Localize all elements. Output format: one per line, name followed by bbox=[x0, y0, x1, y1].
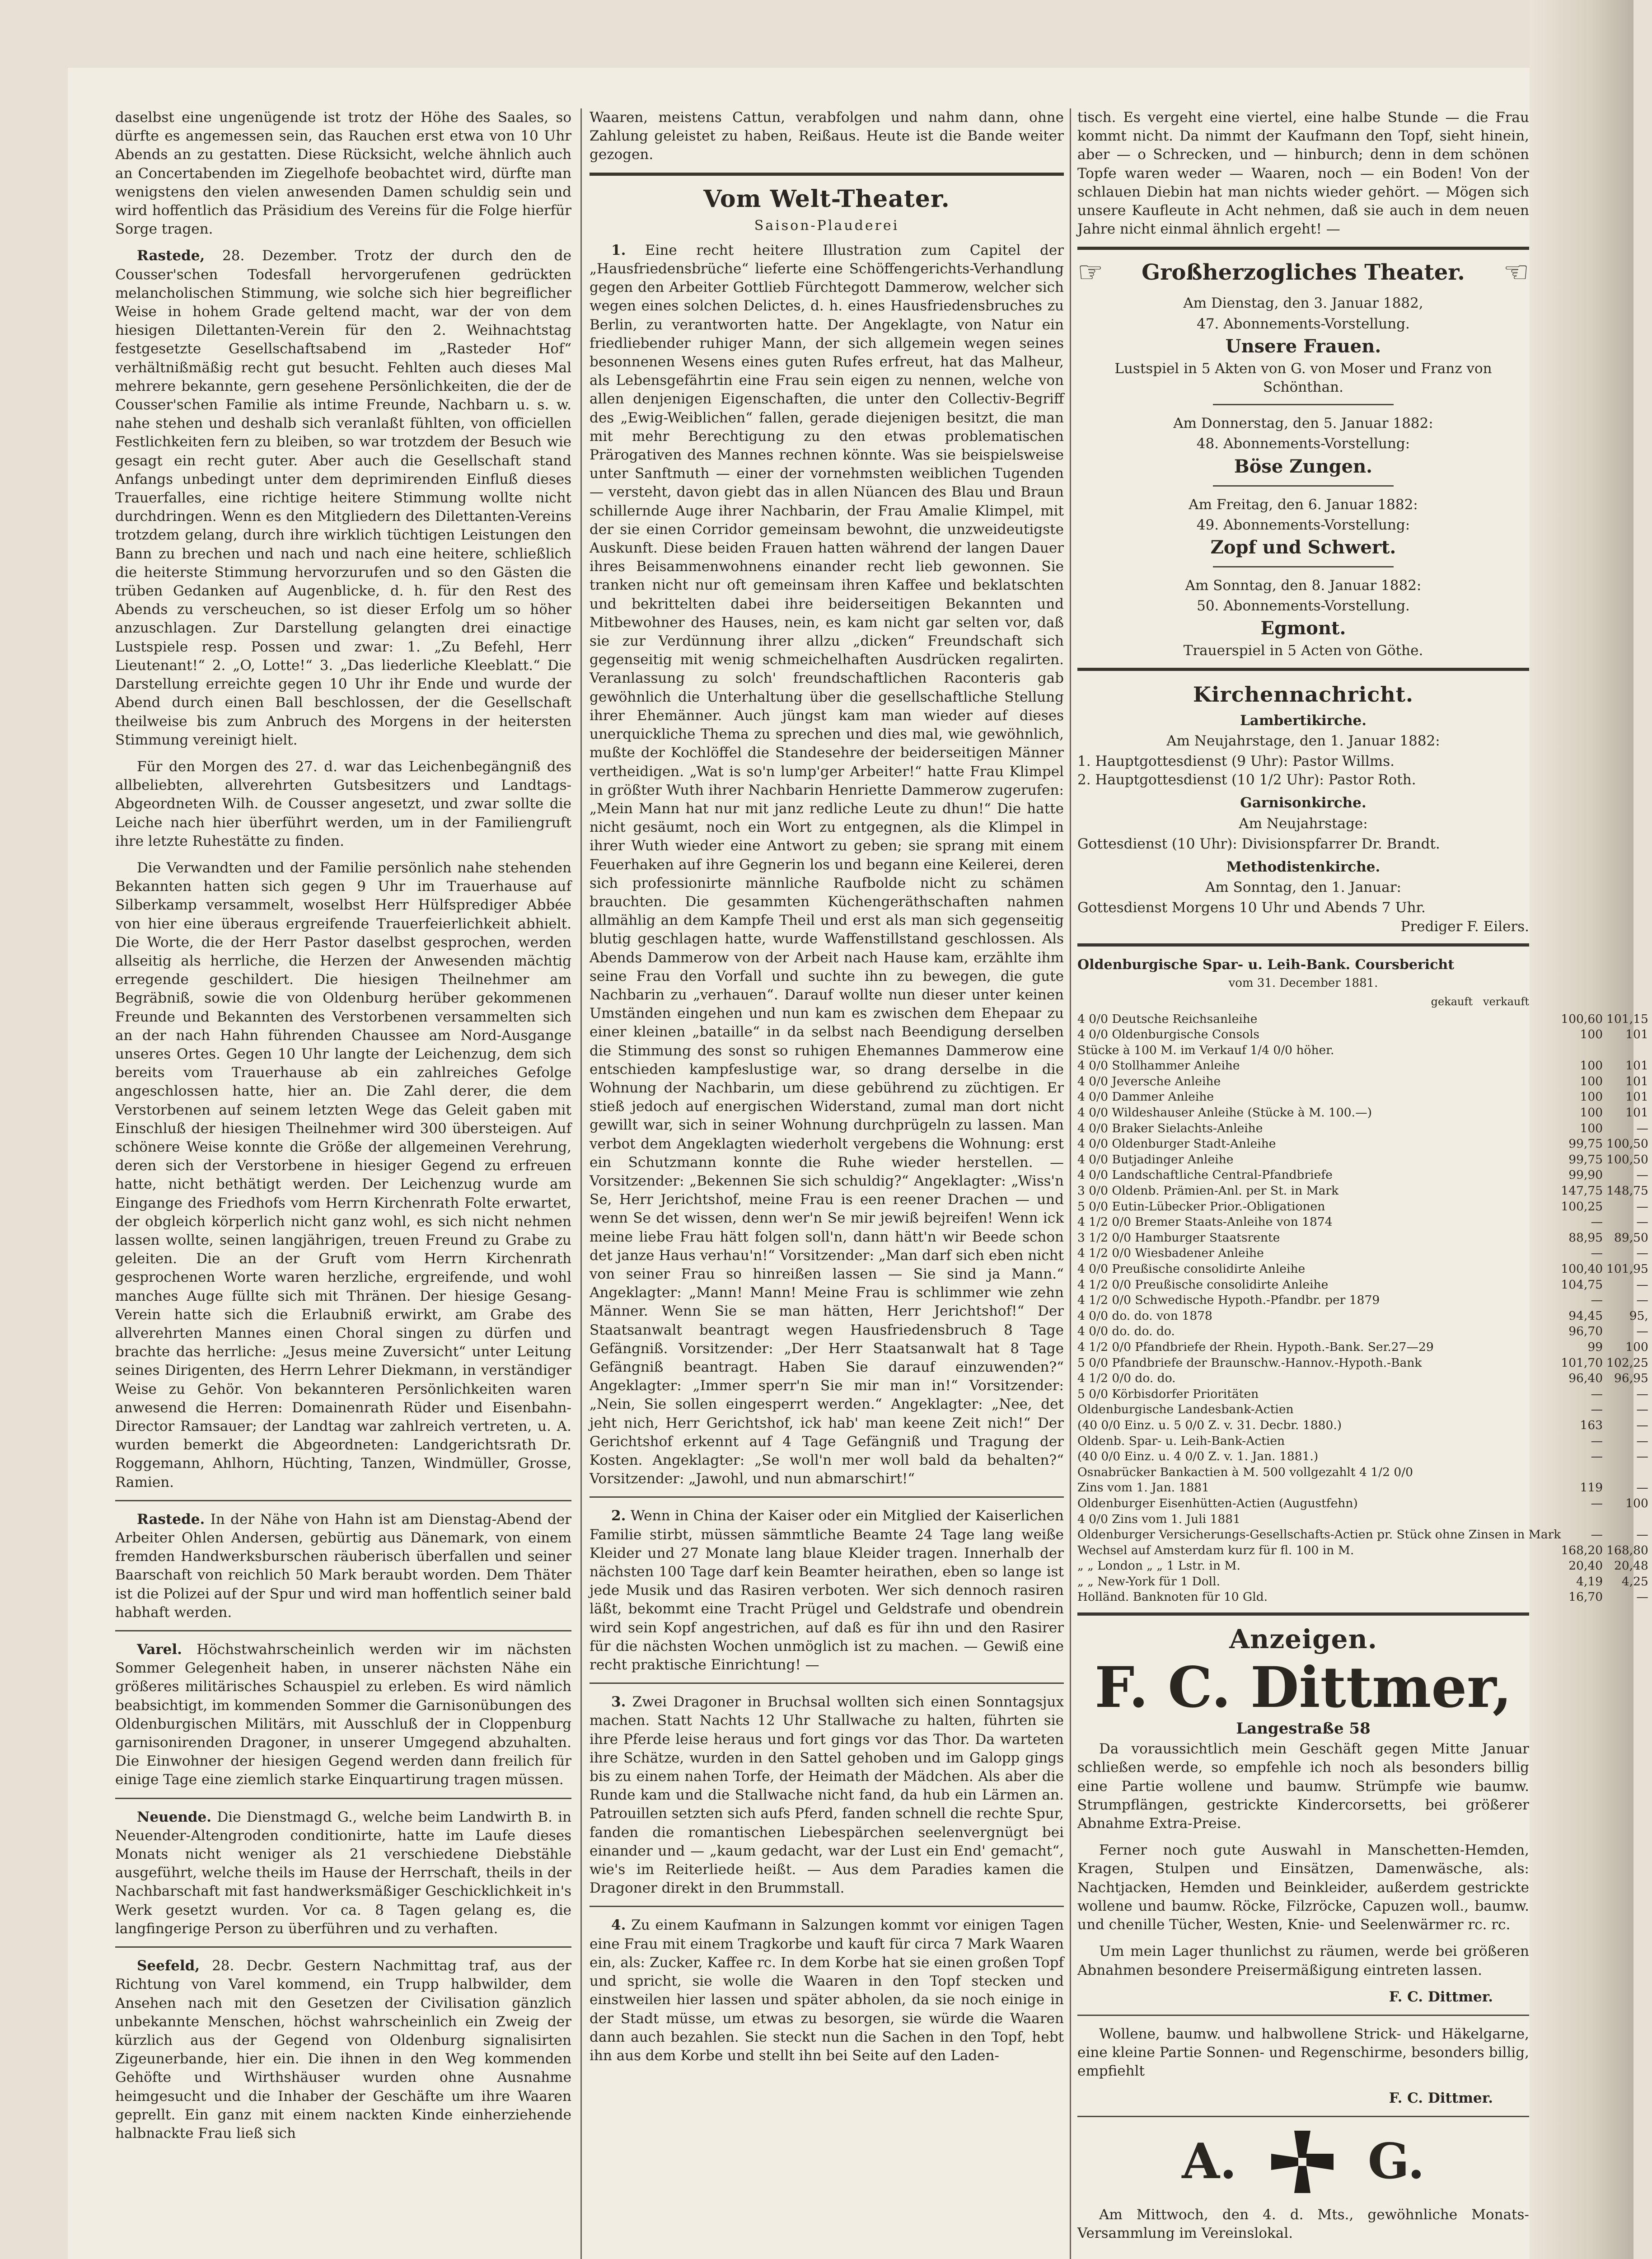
bond-sold: 89,50 bbox=[1614, 1230, 1648, 1245]
article-rastede-1 bbox=[115, 247, 571, 749]
bond-sold: — bbox=[1636, 1402, 1648, 1417]
bond-row bbox=[1077, 1074, 1652, 1090]
bond-row bbox=[1077, 1230, 1652, 1246]
bond-row bbox=[1077, 1465, 1652, 1481]
letter-g: G. bbox=[1367, 2133, 1425, 2190]
bond-bought: 100 bbox=[1580, 1074, 1603, 1088]
bond-sold: 101 bbox=[1625, 1106, 1648, 1120]
bond-row bbox=[1077, 1183, 1652, 1199]
bond-name: 5 0/0 Eutin-Lübecker Prior.-Obligationen bbox=[1077, 1199, 1325, 1214]
bond-row bbox=[1077, 1167, 1652, 1183]
performance-date: Am Sonntag, den 8. Januar 1882: bbox=[1185, 577, 1422, 594]
bond-sold: 100 bbox=[1625, 1340, 1648, 1354]
service-line: 2. Hauptgottesdienst (10 1/2 Uhr): Pastor Roth. bbox=[1077, 772, 1416, 788]
bond-name: (40 0/0 Einz. u. 5 0/0 Z. v. 31. Decbr. 1880.) bbox=[1077, 1418, 1342, 1432]
bond-row bbox=[1077, 1277, 1652, 1293]
bond-row bbox=[1077, 1434, 1652, 1449]
bond-name: 4 0/0 Wildeshauser Anleihe (Stücke à M. 100.—) bbox=[1077, 1106, 1372, 1120]
story-number: 2. bbox=[611, 1508, 626, 1524]
separator bbox=[115, 1630, 571, 1631]
bond-sold: 101,95 bbox=[1606, 1262, 1648, 1276]
bond-bought: — bbox=[1591, 1434, 1603, 1448]
bond-bought: 147,75 bbox=[1561, 1184, 1603, 1198]
bond-row bbox=[1077, 1199, 1652, 1215]
bond-name: 4 0/0 Deutsche Reichsanleihe bbox=[1077, 1012, 1258, 1026]
dateline: Neuende. bbox=[137, 1809, 212, 1825]
performance-series: 49. Abonnements-Vorstellung: bbox=[1196, 516, 1410, 533]
performance-series: 47. Abonnements-Vorstellung. bbox=[1197, 315, 1410, 332]
bond-name: 4 0/0 do. do. do. bbox=[1077, 1324, 1175, 1339]
advertiser-address: Langestraße 58 bbox=[1236, 1720, 1371, 1738]
performance-date: Am Freitag, den 6. Januar 1882: bbox=[1189, 496, 1418, 513]
bond-bought: 100,40 bbox=[1561, 1262, 1603, 1276]
dateline: Varel. bbox=[137, 1641, 182, 1658]
bond-name: 4 0/0 Dammer Anleihe bbox=[1077, 1090, 1214, 1104]
bond-row bbox=[1077, 1418, 1652, 1434]
bond-bought: — bbox=[1591, 1449, 1603, 1464]
bond-name: 4 1/2 0/0 Preußische consolidirte Anleihe bbox=[1077, 1277, 1329, 1292]
bond-sold: — bbox=[1636, 1168, 1648, 1182]
bond-sold: 101 bbox=[1625, 1027, 1648, 1042]
separator bbox=[1213, 404, 1394, 405]
bond-name: 4 0/0 Zins vom 1. Juli 1881 bbox=[1077, 1512, 1241, 1526]
bond-row bbox=[1077, 1012, 1652, 1027]
separator bbox=[1077, 247, 1529, 250]
bond-sold: — bbox=[1636, 1590, 1648, 1604]
church-name: Garnisonkirche. bbox=[1240, 795, 1367, 811]
separator bbox=[115, 1500, 571, 1501]
bond-row bbox=[1077, 1043, 1652, 1059]
bond-sold: 101 bbox=[1625, 1090, 1648, 1104]
performance-date: Am Donnerstag, den 5. Januar 1882: bbox=[1173, 415, 1433, 432]
service-line: 1. Hauptgottesdienst (9 Uhr): Pastor Willms. bbox=[1077, 753, 1395, 770]
bond-sold: 96,95 bbox=[1614, 1371, 1648, 1386]
bond-row bbox=[1077, 1308, 1652, 1324]
bond-row bbox=[1077, 1527, 1652, 1543]
bond-row bbox=[1077, 1214, 1652, 1230]
separator bbox=[1077, 1612, 1529, 1616]
bond-bought: — bbox=[1591, 1496, 1603, 1510]
story-number: 1. bbox=[611, 242, 626, 258]
bond-bought: 100 bbox=[1580, 1121, 1603, 1135]
bond-row bbox=[1077, 1340, 1652, 1355]
bond-bought: 100 bbox=[1580, 1059, 1603, 1073]
bond-bought: 99 bbox=[1587, 1340, 1603, 1354]
bond-name: 4 0/0 Landschaftliche Central-Pfandbriefe bbox=[1077, 1168, 1333, 1182]
story-text: Eine recht heitere Illustration zum Capitel der „Hausfriedensbrüche“ lieferte eine Schöffengerichts-Verhandlung gegen den Arbeiter Gottlieb Fürchtegott Dammerow, welcher sich wegen eines solchen Delictes, d. h. eines Hausfriedensbruches zu Berlin, zu verantworten hatte. Der Angeklagte, von Natur ein friedliebender ruhiger Mann, der sich allgemein wegen seines besonnenen Wesens eines guten Rufes erfreut, hat das Malheur, als Lebensgefährtin eine Frau sein eigen zu nennen, welche von allen denjenigen Eigenschaften, die unter den Collectiv-Begriff des „Ewig-Weiblichen“ fallen, gerade diejenigen besitzt, die man mit mehr Berechtigung zu den etwas problematischen Prärogativen des Mannes rechnen könnte. Was sie beispielsweise unter Sanftmuth — einer der vornehmsten weiblichen Tugenden — versteht, davon giebt das in allen Nüancen des Blau und Braun schillernde Auge ihrer Nachbarin, der Frau Amalie Klimpel, mit der sie einen Corridor gemeinsam bewohnt, die unzweideutigste Auskunft. Diese beiden Frauen hatten während der langen Dauer ihres Beisammenwohnens einander recht lieb gewonnen. Sie tranken nicht nur oft gemeinsam ihren Kaffee und beklatschten und bekrittelten dabei ihre beiderseitigen Bekannten und Mitbewohner des Hauses, nein, es kam nicht gar selten vor, daß sie zur Verdünnung ihrer allzu „dicken“ Freundschaft sich gegenseitig mit wenig schmeichelhaften Ausdrücken regalirten. Veranlassung zu solch' freundschaftlichen Raconteris gab gewöhnlich die Unterhaltung über die gesellschaftliche Stellung ihrer Ehemänner. Auch jüngst kam man wieder auf dieses unerquickliche Thema zu sprechen und dies mal, wie gewöhnlich, mußte der Kochlöffel die Standesehre der beiderseitigen Männer vertheidigen. „Wat is so'n lump'ger Arbeiter!“ hatte Frau Klimpel in größter Wuth ihrer Nachbarin Henriette Dammerow zugerufen: „Mein Mann hat nur mit janz redliche Leute zu dhun!“ Die hatte nicht gesäumt, noch ein Wort zu entgegnen, als die Klimpel in ihrer Wuth wieder eine Antwort zu geben; sie sprang mit einem Feuerhaken auf ihre Gegnerin los und begann eine Keilerei, deren sich professionirte männliche Raufbolde nicht zu schämen brauchten. Die gesammten Küchengeräthschaften nahmen allmählig an dem Kampfe Theil und erst als man sich gegenseitig blutig geschlagen hatte, wurde Waffenstillstand geschlossen. Als Abends Dammerow von der Arbeit nach Hause kam, erzählte ihm seine Frau den Vorfall und suchte ihn zu bewegen, die gute Nachbarin zu „verhauen“. Darauf wollte nun dieser unter keinen Umständen eingehen und nun kam es zwischen dem Ehepaar zu einer kleinen „bataille“ in da selbst nach Beendigung derselben die Stimmung des sonst so ruhigen Ehemannes Dammerow eine entschieden kampfeslustige war, so drang derselbe in die Wohnung der Nachbarin, um diese gebührend zu züchtigen. Er stieß jedoch auf energischen Widerstand, zumal man dort nicht gewillt war, sich in seiner Wohnung durchprügeln zu lassen. Man verbot dem Angeklagten wiederholt vergebens die Wohnung: erst ein Schutzmann konnte die Ruhe wieder herstellen. — Vorsitzender: „Bekennen Sie sich schuldig?“ Angeklagter: „Wiss'n Se, Herr Jerichtshof, meine Frau is een reener Drachen — und wenn Se det wissen, denn wer'n Se mir jewiß bejreifen! Wenn ick meine liebe Frau hätt folgen soll'n, dann hätt'n wir Beede schon det janze Haus verhau'n!“ Vorsitzender: „Man darf sich eben nicht von seiner Frau so hinreißen lassen — Sie sind ja Mann.“ Angeklagter: „Mann! Mann! Meine Frau is schlimmer wie zehn Männer. Wenn Sie se man hätten, Herr Jerichtshof!“ Der Staatsanwalt beantragt wegen Hausfriedensbruch 8 Tage Gefängniß. Vorsitzender: „Der Herr Staatsanwalt hat 8 Tage Gefängniß beantragt. Haben Sie darauf einzuwenden?“ Angeklagter: „Immer sperr'n Sie mir man in!“ Vorsitzender: „Nein, Sie sollen eingesperrt werden.“ Angeklagter: „Nee, det jeht nich, Herr Gerichtshof, ick hab' man keene Zeit nich!“ Der Gerichtshof erkennt auf 4 Tage Gefängniß und Tragung der Kosten. Angeklagter: „Se woll'n mer woll bald da behalten?“ Vorsitzender: „Jawohl, und nun abmarschirt!“ bbox=[590, 242, 1064, 1487]
service-line: Gottesdienst Morgens 10 Uhr und Abends 7 Uhr. bbox=[1077, 900, 1426, 916]
bond-name: Osnabrücker Bankactien à M. 500 vollgezahlt 4 1/2 0/0 bbox=[1077, 1465, 1413, 1479]
service-date: Am Neujahrstage: bbox=[1239, 815, 1368, 832]
separator bbox=[590, 1683, 1064, 1684]
separator bbox=[115, 1946, 571, 1948]
performance-series: 50. Abonnements-Vorstellung. bbox=[1197, 598, 1410, 614]
bond-name: „ „ London „ „ 1 Lstr. in M. bbox=[1077, 1559, 1240, 1573]
story-4 bbox=[590, 1916, 1064, 2065]
article-funeral-1: Für den Morgen des 27. d. war das Leichenbegängniß des allbeliebten, allverehrten Gutsbesitzers und Landtags-Abgeordneten Wilh. de Cousser angesetzt, und zwar sollte die Leiche nach hier überführt werden, um in der Familiengruft ihre letzte Ruhestätte zu finden. bbox=[115, 758, 571, 849]
advertiser-name: F. C. Dittmer, bbox=[1095, 1655, 1512, 1721]
bond-sold: 101,15 bbox=[1606, 1012, 1648, 1026]
service-date: Am Neujahrstage, den 1. Januar 1882: bbox=[1166, 732, 1440, 749]
bond-bought: 94,45 bbox=[1568, 1308, 1603, 1323]
column-sold: verkauft bbox=[1483, 995, 1529, 1008]
bond-sold: 95, bbox=[1629, 1308, 1648, 1323]
bond-name: 5 0/0 Pfandbriefe der Braunschw.-Hannov.-Hypoth.-Bank bbox=[1077, 1355, 1422, 1370]
bond-bought bbox=[1561, 1512, 1606, 1528]
ad-text: Da voraussichtlich mein Geschäft gegen Mitte Januar schließen werde, so empfehle ich noch als besonders billig eine Partie wollene und baumw. Strümpfe wie baumw. Strumpflängen, gestrickte Kindercorsetts, bei größerer Abnahme Extra-Preise. bbox=[1077, 1741, 1529, 1832]
association-notice-text: Am Mittwoch, den 4. d. Mts., gewöhnliche Monats-Versammlung im Vereinslokal. bbox=[1077, 2206, 1529, 2241]
column-bought: gekauft bbox=[1431, 995, 1473, 1008]
bond-name: 4 0/0 Butjadinger Anleihe bbox=[1077, 1152, 1234, 1167]
bond-name: 3 0/0 Oldenb. Prämien-Anl. per St. in Mark bbox=[1077, 1184, 1339, 1198]
performance-title: Egmont. bbox=[1260, 618, 1346, 639]
bond-bought: 100,25 bbox=[1561, 1199, 1603, 1214]
bond-sold: — bbox=[1636, 1215, 1648, 1229]
bond-name: 4 1/2 0/0 Bremer Staats-Anleihe von 1874 bbox=[1077, 1215, 1333, 1229]
bond-row bbox=[1077, 1089, 1652, 1105]
bond-sold: — bbox=[1636, 1481, 1648, 1495]
article-neuende bbox=[115, 1808, 571, 1938]
article-continuation: Waaren, meistens Cattun, verabfolgen und nahm dann, ohne Zahlung geleistet zu haben, Reißaus. Heute ist die Bande weiter gezogen. bbox=[590, 109, 1064, 163]
article-seefeld bbox=[115, 1957, 571, 2143]
bond-row bbox=[1077, 1589, 1652, 1605]
ad-text: Ferner noch gute Auswahl in Manschetten-Hemden, Kragen, Stulpen und Einsätzen, Damenwäsche, als: Nachtjacken, Hemden und Beinkleider, außerdem gestrickte wollene und baumw. Röcke, Filzröcke, Capuzen woll., baumw. und chenille Tücher, Westen, Knie- und Seelenwärmer rc. rc. bbox=[1077, 1842, 1529, 1933]
bond-name: 4 0/0 Oldenburgische Consols bbox=[1077, 1027, 1259, 1042]
article-text: Die Dienstmagd G., welche beim Landwirth B. in Neuender-Altengroden conditionirte, hatte im Laufe dieses Monats nicht weniger als 21 verschiedene Diebstähle ausgeführt, welche theils im Hause der Herrschaft, theils in der Nachbarschaft mit fast handwerksmäßiger Geschicklichkeit in's Werk gesetzt wurden. Vor ca. 8 Tagen gelang es, die langfingerige Person zu überführen und zu verhaften. bbox=[115, 1809, 572, 1937]
bond-rates-table bbox=[1077, 1012, 1652, 1606]
bond-bought: 16,70 bbox=[1568, 1590, 1603, 1604]
bond-row bbox=[1077, 1543, 1652, 1559]
column-rule-1 bbox=[580, 108, 582, 2259]
bond-sold: — bbox=[1636, 1434, 1648, 1448]
bond-name: Stücke à 100 M. im Verkauf 1/4 0/0 höher. bbox=[1077, 1043, 1334, 1057]
separator bbox=[115, 1798, 571, 1799]
ad-signature: F. C. Dittmer. bbox=[1389, 2090, 1493, 2106]
separator bbox=[590, 1496, 1064, 1498]
bond-row bbox=[1077, 1246, 1652, 1261]
story-3 bbox=[590, 1693, 1064, 1898]
bond-bought: 20,40 bbox=[1568, 1559, 1603, 1573]
ad-signature: F. C. Dittmer. bbox=[1389, 1988, 1493, 2005]
bond-sold: 168,80 bbox=[1606, 1543, 1648, 1557]
bond-row bbox=[1077, 1558, 1652, 1574]
letter-a: A. bbox=[1182, 2133, 1237, 2190]
service-date: Am Sonntag, den 1. Januar: bbox=[1205, 879, 1401, 896]
bond-name: 5 0/0 Körbisdorfer Prioritäten bbox=[1077, 1387, 1259, 1401]
bond-bought: 168,20 bbox=[1561, 1543, 1603, 1557]
bond-sold: 101 bbox=[1625, 1059, 1648, 1073]
column-rule-2 bbox=[1070, 108, 1071, 2259]
performance-title: Böse Zungen. bbox=[1234, 455, 1373, 477]
bond-sold bbox=[1606, 1465, 1652, 1481]
bond-bought: — bbox=[1591, 1246, 1603, 1261]
bond-row bbox=[1077, 1496, 1652, 1512]
dateline: Seefeld, bbox=[137, 1958, 200, 1974]
bond-bought: 100 bbox=[1580, 1027, 1603, 1042]
bond-name: Oldenburger Versicherungs-Gesellschafts-Actien pr. Stück ohne Zinsen in Mark bbox=[1077, 1528, 1561, 1542]
bond-row bbox=[1077, 1261, 1652, 1277]
bond-row bbox=[1077, 1058, 1652, 1074]
bond-bought: 96,70 bbox=[1568, 1324, 1603, 1339]
story-text: Zwei Dragoner in Bruchsal wollten sich einen Sonntagsjux machen. Statt Nachts 12 Uhr Stallwache zu halten, führten sie ihre Pferde leise heraus und fort gings vor das Thor. Da warteten ihre Schätze, wurden in den Sattel gehoben und im Galopp gings bis zu einem nahen Torfe, der Heimath der Mädchen. Als aber die Runde kam und die Stallwache nicht fand, da hub ein Lärmen an. Patrouillen setzten sich aufs Pferd, fanden schnell die rechte Spur, fanden die romantischen Liebespärchen seelenvergnügt bei einander und — „kaum gedacht, war der Lust ein End' gemacht“, wie's im Reiterliede heißt. — Aus dem Paradies kamen die Dragoner direkt in den Brummstall. bbox=[590, 1694, 1064, 1897]
bond-row bbox=[1077, 1152, 1652, 1168]
bond-bought: 4,19 bbox=[1576, 1574, 1603, 1589]
ad-text: Wollene, baumw. und halbwollene Strick- und Häkelgarne, eine kleine Partie Sonnen- und Regenschirme, besonders billig, empfiehlt bbox=[1077, 2025, 1529, 2080]
bond-bought: 99,90 bbox=[1568, 1168, 1603, 1182]
bond-row bbox=[1077, 1371, 1652, 1387]
bond-sold: 4,25 bbox=[1621, 1574, 1648, 1589]
bond-name: 4 0/0 Stollhammer Anleihe bbox=[1077, 1059, 1240, 1073]
performance-description: Trauerspiel in 5 Acten von Göthe. bbox=[1183, 642, 1423, 659]
story-text: Zu einem Kaufmann in Salzungen kommt vor einigen Tagen eine Frau mit einem Tragkorbe und kauft für circa 7 Mark Waaren ein, als: Zucker, Kaffee rc. In dem Korbe hat sie einen großen Topf und spricht, sie wolle die Waaren in den Topf stecken und einstweilen hier lassen und später abholen, da sie noch einige in der Stadt müsse, um etwas zu besorgen, sie würde die Waaren dann auch bezahlen. Sie steckt nun die Sachen in den Topf, hebt ihn aus dem Korbe und stellt ihn bei Seite auf den Laden- bbox=[590, 1917, 1064, 2064]
bond-row bbox=[1077, 1121, 1652, 1137]
bond-name: „ „ New-York für 1 Doll. bbox=[1077, 1574, 1221, 1589]
church-name: Methodistenkirche. bbox=[1226, 859, 1381, 876]
separator bbox=[1213, 485, 1394, 487]
bond-bought: 100 bbox=[1580, 1090, 1603, 1104]
bond-name: 4 0/0 do. do. von 1878 bbox=[1077, 1308, 1212, 1323]
bond-name: Zins vom 1. Jan. 1881 bbox=[1077, 1481, 1209, 1495]
separator bbox=[590, 173, 1064, 176]
bond-sold bbox=[1606, 1043, 1652, 1059]
story-1 bbox=[590, 241, 1064, 1489]
bond-report-title: Oldenburgische Spar- u. Leih-Bank. Coursbericht bbox=[1077, 956, 1455, 973]
bond-name: 4 1/2 0/0 do. do. bbox=[1077, 1371, 1176, 1386]
bond-bought: 119 bbox=[1580, 1481, 1603, 1495]
column-feuilleton bbox=[590, 108, 1064, 2259]
bond-sold: — bbox=[1636, 1449, 1648, 1464]
bond-sold: — bbox=[1636, 1324, 1648, 1339]
bond-row bbox=[1077, 1293, 1652, 1308]
bond-row bbox=[1077, 1402, 1652, 1418]
bond-sold: — bbox=[1636, 1387, 1648, 1401]
bond-name: 4 1/2 0/0 Schwedische Hypoth.-Pfandbr. per 1879 bbox=[1077, 1293, 1380, 1308]
bond-row bbox=[1077, 1512, 1652, 1528]
bond-row bbox=[1077, 1324, 1652, 1340]
bond-name: 4 0/0 Braker Sielachts-Anleihe bbox=[1077, 1121, 1263, 1135]
bond-bought: 88,95 bbox=[1568, 1230, 1603, 1245]
performance-title: Unsere Frauen. bbox=[1225, 335, 1381, 357]
bond-bought: 100,60 bbox=[1561, 1012, 1603, 1026]
bond-sold bbox=[1606, 1512, 1652, 1528]
article-funeral-2: Die Verwandten und der Familie persönlich nahe stehenden Bekannten hatten sich gegen 9 Uhr im Trauerhause auf Silberkamp versammelt, woselbst Herr Hülfsprediger Abbée von hier eine überaus ergreifende Trauerfeierlichkeit abhielt. Die Worte, die der Herr Pastor daselbst gesprochen, werden allseitig als herrliche, die Herzen der Anwesenden mächtig erregende geschildert. Die hiesigen Theilnehmer am Begräbniß, sowie die von Oldenburg herüber gekommenen Freunde und Bekannten des Verstorbenen versammelten sich an der nach Hahn führenden Chaussee am Nord-Ausgange unseres Ortes. Gegen 10 Uhr langte der Leichenzug, dem sich bereits vom Trauerhause ab ein zahlreiches Gefolge angeschlossen hatte, hier an. Die Zahl derer, die dem Verstorbenen auf seinem letzten Wege das Geleit gaben mit Einschluß der hiesigen Theilnehmer wird 300 übersteigen. Auf schönere Weise konnte die Größe der allgemeinen Verehrung, deren sich der Verstorbene in hiesiger Gegend zu erfreuen hatte, nicht bethätigt werden. Der Leichenzug wurde am Eingange des Friedhofs vom Herrn Kirchenrath Folte erwartet, der obgleich körperlich nicht ganz wohl, es sich nicht nehmen lassen wollte, seinen langjährigen, treuen Freund zu Grabe zu geleiten. Die an der Gruft vom Herrn Kirchenrath gesprochenen Worte waren herzliche, ergreifende, und wohl manches Auge füllte sich mit Thränen. Der hiesige Gesang-Verein hatte sich die Erlaubniß erwirkt, am Grabe des allverehrten Mannes einen Choral singen zu dürfen und brachte das herrliche: „Jesus meine Zuversicht“ unter Leitung seines Dirigenten, des Herrn Lehrer Diekmann, in verständiger Weise zu Gehör. Von bekannteren Persönlichkeiten waren anwesend die Herren: Domainenrath Rüder und Eisenbahn-Director Ramsauer; der Landtag war zahlreich vertreten, u. A. wurden bemerkt die Abgeordneten: Landgerichtsrath Dr. Roggemann, Ahlhorn, Hüchting, Tanzen, Windmüller, Grosse, Ramien. bbox=[115, 859, 571, 1490]
ad-text: Um mein Lager thunlichst zu räumen, werde bei größeren Abnahmen besondere Preisermäßigung eintreten lassen. bbox=[1077, 1943, 1529, 1978]
bond-sold: 102,25 bbox=[1606, 1355, 1648, 1370]
article-text: Höchstwahrscheinlich werden wir im nächsten Sommer Gelegenheit haben, in unserer nächsten Nähe ein größeres militärisches Schauspiel zu erleben. Es wird nämlich beabsichtigt, im kommenden Sommer die Garnisonübungen des Oldenburgischen Militärs, mit Ausschluß der in Cloppenburg garnisonirenden Dragoner, in unserer Umgegend abzuhalten. Die Einwohner der hiesigen Gegend werden dann freilich für einige Tage eine ziemlich starke Einquartirung tragen müssen. bbox=[115, 1641, 571, 1788]
bond-sold: 101 bbox=[1625, 1074, 1648, 1088]
article-text: In der Nähe von Hahn ist am Dienstag-Abend der Arbeiter Ohlen Andersen, gebürtig aus Dänemark, von einem fremden Handwerksburschen räuberisch überfallen und seiner Baarschaft von reichlich 50 Mark beraubt worden. Dem Thäter ist die Polizei auf der Spur und wird man hoffentlich seiner bald habhaft werden. bbox=[115, 1511, 571, 1621]
separator bbox=[1077, 668, 1529, 671]
story-number: 3. bbox=[611, 1694, 626, 1711]
performance-series: 48. Abonnements-Vorstellung: bbox=[1196, 436, 1410, 452]
bond-row bbox=[1077, 1449, 1652, 1465]
article-varel bbox=[115, 1640, 571, 1790]
dateline: Rastede. bbox=[137, 1511, 205, 1528]
bond-report-date: vom 31. December 1881. bbox=[1228, 976, 1378, 990]
bond-row bbox=[1077, 1574, 1652, 1590]
story-number: 4. bbox=[611, 1917, 626, 1934]
bond-sold: 100,50 bbox=[1606, 1152, 1648, 1167]
performance-description: Lustspiel in 5 Akten von G. von Moser und Franz von Schönthan. bbox=[1114, 360, 1492, 396]
bond-bought: 96,40 bbox=[1568, 1371, 1603, 1386]
bond-row bbox=[1077, 1355, 1652, 1371]
bond-bought: — bbox=[1591, 1402, 1603, 1417]
bond-row bbox=[1077, 1027, 1652, 1043]
bond-sold: — bbox=[1636, 1121, 1648, 1135]
bond-bought: 99,75 bbox=[1568, 1152, 1603, 1167]
bond-bought: — bbox=[1591, 1528, 1603, 1542]
bond-sold: 100,50 bbox=[1606, 1137, 1648, 1151]
bond-name: 3 1/2 0/0 Hamburger Staatsrente bbox=[1077, 1230, 1280, 1245]
bond-row bbox=[1077, 1387, 1652, 1402]
service-line: Gottesdienst (10 Uhr): Divisionspfarrer Dr. Brandt. bbox=[1077, 835, 1440, 852]
bond-name: Oldenburger Eisenhütten-Actien (Augustfehn) bbox=[1077, 1496, 1358, 1510]
article-text: 28. Dezember. Trotz der durch den de Cousser'schen Todesfall hervorgerufenen gedrückten melancholischen Stimmung, wie solche sich hier begreiflicher Weise in hohem Grade geltend macht, war der von dem hiesigen Dilettanten-Verein für den 2. Weihnachtstag festgesetzte Gesellschaftsabend im „Rasteder Hof“ verhältnißmäßig recht gut besucht. Fehlten auch dieses Mal mehrere bekannte, gern gesehene Persönlichkeiten, die der de Cousser'schen Familie als intime Freunde, Nachbarn u. s. w. nahe stehen und deshalb sich veranlaßt fühlten, von officiellen Festlichkeiten fern zu bleiben, so war trotzdem der Besuch wie gesagt ein recht guter. Aber auch die Gesellschaft stand Anfangs unbedingt unter dem deprimirenden Einfluß dieses Trauerfalles, eine richtige heitere Stimmung wollte nicht durchdringen. Wenn es den Mitgliedern des Dilettanten-Vereins trotzdem gelang, durch ihre wirklich tüchtigen Leistungen den Bann zu brechen und nach und nach eine heitere, schließlich die heiterste Stimmung hervorzurufen und so den Gästen die trüben Gedanken auf Augenblicke, d. h. für den Rest des Abends zu verscheuchen, so ist dieser Erfolg um so höher anzuschlagen. Zur Darstellung gelangten drei einactige Lustspiele resp. Possen und zwar: 1. „Zu Befehl, Herr Lieutenant!“ 2. „O, Lotte!“ 3. „Das liederliche Kleeblatt.“ Die Darstellung erreichte gegen 10 Uhr ihr Ende und wurde der Abend durch einen Ball beschlossen, der die Gesellschaft theilweise bis zum Anbruch des Morgens in der heitersten Stimmung vereinigt hielt. bbox=[115, 248, 571, 748]
bond-name: 4 1/2 0/0 Wiesbadener Anleihe bbox=[1077, 1246, 1264, 1261]
bond-row bbox=[1077, 1105, 1652, 1121]
dateline: Rastede, bbox=[137, 248, 205, 264]
separator bbox=[590, 1906, 1064, 1907]
preacher-line: Prediger F. Eilers. bbox=[1400, 918, 1529, 935]
association-notice-header bbox=[1077, 2128, 1529, 2196]
theater-title: Großherzogliches Theater. bbox=[1142, 259, 1465, 285]
bond-bought bbox=[1561, 1043, 1606, 1059]
theater-header bbox=[1077, 256, 1529, 290]
bond-bought: 99,75 bbox=[1568, 1137, 1603, 1151]
article-text: 28. Decbr. Gestern Nachmittag traf, aus der Richtung von Varel kommend, ein Trupp halbwilder, dem Ansehen nach mit den Gesetzen der Civilisation gänzlich unbekannte Menschen, höchst wahrscheinlich ein Zweig der kürzlich aus der Gegend von Oldenburg signalisirten Zigeunerbande, hier ein. Die ihnen in den Weg kommenden Gehöfte und Wirthshäuser wurden ohne Ausnahme heimgesucht und die Inhaber der Geschäfte um ihre Waaren geprellt. Ein ganz mit einem nackten Kinde einherziehende halbnackte Frau ließ sich bbox=[115, 1958, 571, 2142]
bond-name: 4 0/0 Jeversche Anleihe bbox=[1077, 1074, 1221, 1088]
article-continuation: daselbst eine ungenügende ist trotz der Höhe des Saales, so dürfte es angemessen sein, das Rauchen erst etwa von 10 Uhr Abends an zu gestatten. Diese Rücksicht, welche ähnlich auch an Concertabenden im Ziegelhofe beobachtet wird, dürfte man wenigstens den vielen anwesenden Damen schuldig sein und wird hoffentlich das Präsidium des Vereins für die Folge hierfür Sorge tragen. bbox=[115, 109, 571, 238]
bond-name: Wechsel auf Amsterdam kurz für fl. 100 in M. bbox=[1077, 1543, 1354, 1557]
separator bbox=[1213, 566, 1394, 567]
separator bbox=[1077, 943, 1529, 947]
bond-bought bbox=[1561, 1465, 1606, 1481]
story-text: Wenn in China der Kaiser oder ein Mitglied der Kaiserlichen Familie stirbt, müssen sämmtliche Beamte 24 Tage lang weiße Kleider und 27 Monate lang blaue Kleider tragen. Innerhalb der nächsten 100 Tage darf kein Beamter heirathen, eben so lange ist jede Musik und das Rasiren verboten. Wer sich dennoch rasiren läßt, bekommt eine Tracht Prügel und Geldstrafe und obendrein wird sein Kopf angestrichen, auf daß es für ihn und den Rasirer für die nächsten Wochen unmöglich ist zu machen. — Gewiß eine recht praktische Einrichtung! — bbox=[590, 1508, 1064, 1673]
performance-date: Am Dienstag, den 3. Januar 1882, bbox=[1183, 295, 1423, 312]
bond-row bbox=[1077, 1480, 1652, 1496]
bond-bought: 104,75 bbox=[1561, 1277, 1603, 1292]
bond-name: 4 1/2 0/0 Pfandbriefe der Rhein. Hypoth.-Bank. Ser.27—29 bbox=[1077, 1340, 1434, 1354]
bond-bought: 163 bbox=[1580, 1418, 1603, 1432]
bond-bought: — bbox=[1591, 1215, 1603, 1229]
bond-sold: — bbox=[1636, 1418, 1648, 1432]
article-continuation: tisch. Es vergeht eine viertel, eine halbe Stunde — die Frau kommt nicht. Da nimmt der Kaufmann den Topf, sieht hinein, aber — o Schrecken, und — hinburch; denn in dem schönen Topfe waren weder — Waaren, noch — ein Boden! Von der schlauen Diebin hat man nichts wieder gehört. — Mögen sich unsere Kaufleute in Acht nehmen, daß sie auch in dem neuen Jahre nicht einmal ähnlich ergeht! — bbox=[1077, 109, 1529, 238]
bond-sold: 148,75 bbox=[1606, 1184, 1648, 1198]
pointing-hand-left-icon: ☜ bbox=[1503, 256, 1529, 290]
bond-name: 4 0/0 Preußische consolidirte Anleihe bbox=[1077, 1262, 1306, 1276]
bond-name: Holländ. Banknoten für 10 Gld. bbox=[1077, 1590, 1268, 1604]
church-name: Lambertikirche. bbox=[1240, 712, 1367, 729]
bond-sold: 20,48 bbox=[1614, 1559, 1648, 1573]
bond-sold: — bbox=[1636, 1293, 1648, 1308]
bond-sold: — bbox=[1636, 1199, 1648, 1214]
pointing-hand-right-icon: ☞ bbox=[1077, 256, 1104, 290]
bond-sold: — bbox=[1636, 1246, 1648, 1261]
section-subheading: Saison-Plauderei bbox=[754, 217, 899, 234]
story-2 bbox=[590, 1507, 1064, 1674]
bond-name: Oldenb. Spar- u. Leih-Bank-Actien bbox=[1077, 1434, 1285, 1448]
bond-sold: 100 bbox=[1625, 1496, 1648, 1510]
bond-bought: — bbox=[1591, 1387, 1603, 1401]
separator bbox=[1077, 2015, 1529, 2016]
bond-sold: — bbox=[1636, 1277, 1648, 1292]
bond-row bbox=[1077, 1136, 1652, 1152]
iron-cross-icon bbox=[1268, 2128, 1336, 2196]
bond-name: (40 0/0 Einz. u. 4 0/0 Z. v. 1. Jan. 1881.) bbox=[1077, 1449, 1319, 1464]
ads-heading: Anzeigen. bbox=[1229, 1624, 1377, 1655]
column-local-news bbox=[115, 108, 571, 2259]
bond-bought: 101,70 bbox=[1561, 1355, 1603, 1370]
performance-title: Zopf und Schwert. bbox=[1210, 537, 1396, 558]
article-rastede-2 bbox=[115, 1510, 571, 1622]
church-heading: Kirchennachricht. bbox=[1193, 682, 1413, 707]
bond-name: Oldenburgische Landesbank-Actien bbox=[1077, 1402, 1294, 1417]
separator bbox=[1077, 2116, 1529, 2117]
column-notices bbox=[1077, 108, 1648, 2259]
bond-bought: 100 bbox=[1580, 1106, 1603, 1120]
bond-name: 4 0/0 Oldenburger Stadt-Anleihe bbox=[1077, 1137, 1276, 1151]
bond-bought: — bbox=[1591, 1293, 1603, 1308]
bond-columns bbox=[1077, 993, 1529, 1011]
bond-sold: — bbox=[1636, 1528, 1648, 1542]
section-heading: Vom Welt-Theater. bbox=[703, 185, 950, 213]
